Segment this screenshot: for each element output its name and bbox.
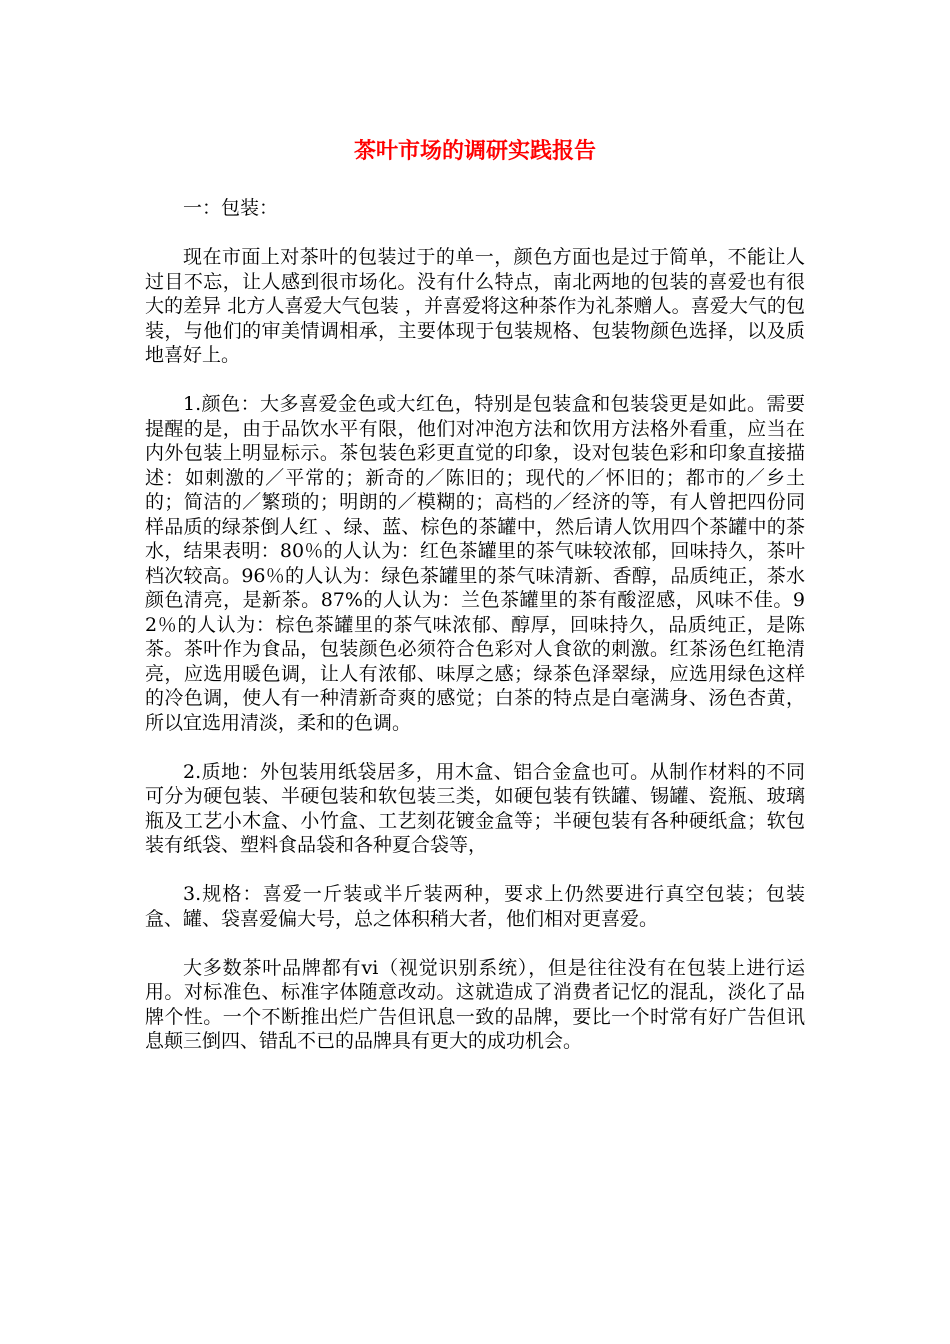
- paragraph-intro: 现在市面上对茶叶的包装过于的单一，颜色方面也是过于简单，不能让人过目不忘，让人感到很市场化。没有什么特点，南北两地的包装的喜爱也有很大的差异 北方人喜爱大气包装 ，并喜爱将这种茶作为礼茶赠人。喜爱大气的包装，与他们的审美情调相承，主要体现于包装规格、包装物颜色选择，以及质地喜好上。: [145, 246, 805, 366]
- document-page: [145, 132, 805, 1078]
- paragraph-vi: 大多数茶叶品牌都有vi（视觉识别系统），但是往往没有在包装上进行运用。对标准色、标准字体随意改动。这就造成了消费者记忆的混乱，淡化了品牌个性。一个不断推出烂广告但讯息一致的品牌，要比一个时常有好广告但讯息颠三倒四、错乱不已的品牌具有更大的成功机会。: [145, 956, 805, 1052]
- paragraph-size: 3.规格：喜爱一斤装或半斤装两种，要求上仍然要进行真空包装；包装盒、罐、袋喜爱偏大号，总之体积稍大者，他们相对更喜爱。: [145, 883, 805, 930]
- section-heading-packaging: 一：包装：: [183, 197, 279, 219]
- document-title: 茶叶市场的调研实践报告: [353, 139, 596, 164]
- paragraph-material: 2.质地：外包装用纸袋居多，用木盒、铝合金盒也可。从制作材料的不同可分为硬包装、半硬包装和软包装三类，如硬包装有铁罐、锡罐、瓷瓶、玻璃瓶及工艺小木盒、小竹盒、工艺刻花镀金盒等；半硬包装有各种硬纸盒；软包装有纸袋、塑料食品袋和各种夏合袋等，: [145, 760, 805, 856]
- paragraph-color: 1.颜色：大多喜爱金色或大红色，特别是包装盒和包装袋更是如此。需要提醒的是，由于品饮水平有限，他们对冲泡方法和饮用方法格外看重，应当在内外包装上明显标示。茶包装色彩更直觉的印象，设对包装色彩和印象直接描述：如刺激的／平常的；新奇的／陈旧的；现代的／怀旧的；都市的／乡土的；简洁的／繁琐的；明朗的／模糊的；高档的／经济的等，有人曾把四份同样品质的绿茶倒人红 、绿、蓝、棕色的茶罐中，然后请人饮用四个茶罐中的茶水，结果表明：80％的人认为：红色茶罐里的茶气味较浓郁，回味持久，茶叶档次较高。96％的人认为：绿色茶罐里的茶气味清新、香醇，品质纯正，茶水颜色清亮，是新茶。87%的人认为：兰色茶罐里的茶有酸涩感，风味不佳。92％的人认为：棕色茶罐里的茶气味浓郁、醇厚，回味持久，品质纯正，是陈茶。茶叶作为食品，包装颜色必须符合色彩对人食欲的刺激。红茶汤色红艳清亮，应选用暖色调，让人有浓郁、味厚之感；绿茶色泽翠绿，应选用绿色这样的冷色调，使人有一种清新奇爽的感觉；白茶的特点是白毫满身、汤色杏黄，所以宜选用清淡，柔和的色调。: [145, 393, 805, 734]
